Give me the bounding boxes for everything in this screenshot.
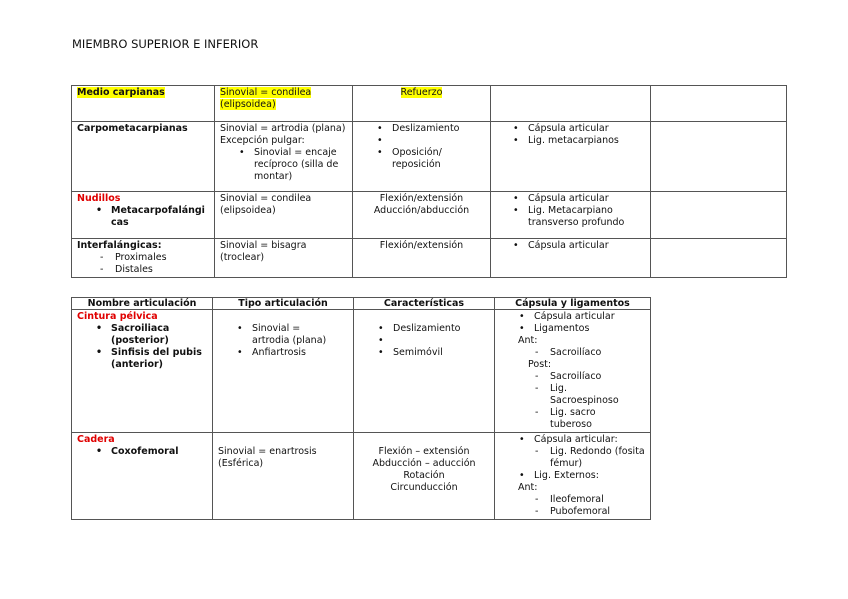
column-header: Nombre articulación <box>72 298 213 310</box>
list-item: • Lig. metacarpianos <box>508 135 645 147</box>
list-item: • Lig. Metacarpiano transverso profundo <box>508 205 645 229</box>
joint-type: Sinovial = enartrosis (Esférica) <box>218 446 317 469</box>
table-row <box>72 433 651 520</box>
cell <box>491 239 651 278</box>
joint-type: Sinovial = condilea (elipsoidea) <box>220 87 312 110</box>
cell <box>651 86 787 122</box>
list-item: • Anfiartrosis <box>232 347 328 359</box>
cell <box>213 433 354 520</box>
cell <box>215 239 353 278</box>
cell <box>353 86 491 122</box>
list-item: - Pubofemoral <box>532 506 645 518</box>
list-item: • Cápsula articular <box>508 123 645 135</box>
cell <box>72 86 215 122</box>
movement: Flexión – extensión <box>378 446 470 457</box>
movements: Flexión/extensión Aducción/abducción <box>373 193 470 216</box>
joint-type: Sinovial = condilea (elipsoidea) <box>220 193 312 216</box>
cell <box>72 192 215 239</box>
group-title: Nudillos <box>77 193 121 204</box>
cell <box>354 433 495 520</box>
list-item: • Cápsula articular: <box>514 434 645 446</box>
exception-label: Excepción pulgar: <box>220 135 305 146</box>
cell <box>353 192 491 239</box>
upper-limb-joints-table <box>71 85 787 278</box>
cell <box>353 239 491 278</box>
anterior-label: Ant: <box>518 482 538 493</box>
group-title: Cintura pélvica <box>77 311 158 322</box>
cell <box>651 192 787 239</box>
anterior-label: Ant: <box>518 335 538 346</box>
spacer <box>218 434 348 446</box>
movement: Abducción – aducción <box>372 458 476 469</box>
cell <box>215 122 353 192</box>
table-row <box>72 239 787 278</box>
list-item: - Distales <box>97 264 209 276</box>
spacer <box>359 434 489 446</box>
movement: Rotación <box>403 470 445 481</box>
list-item: - Sacroilíaco <box>532 347 645 359</box>
list-item: • Cápsula articular <box>508 240 645 252</box>
cell <box>491 122 651 192</box>
column-header: Cápsula y ligamentos <box>495 298 651 310</box>
cell <box>72 122 215 192</box>
spacer <box>359 311 489 323</box>
cell <box>491 86 651 122</box>
movement: Circunducción <box>390 482 458 493</box>
cell <box>495 310 651 433</box>
table-header-row <box>72 298 651 310</box>
list-item: • Ligamentos <box>514 323 645 335</box>
list-item: • Deslizamiento <box>372 123 485 135</box>
cell <box>651 239 787 278</box>
list-item: - Lig. Sacroespinoso <box>532 383 637 407</box>
list-item: • Coxofemoral <box>91 446 207 458</box>
spacer <box>373 335 489 347</box>
table-row <box>72 192 787 239</box>
posterior-label: Post: <box>528 359 552 370</box>
list-item: - Ileofemoral <box>532 494 645 506</box>
joint-type: Sinovial = artrodia (plana) <box>220 123 346 134</box>
group-title: Interfalángicas: <box>77 240 162 251</box>
cell <box>495 433 651 520</box>
cell <box>353 122 491 192</box>
joint-type: Sinovial = bisagra (troclear) <box>220 240 307 263</box>
list-item: • Sacroiliaca (posterior) <box>91 323 207 347</box>
cell <box>72 433 213 520</box>
list-item: • Sinovial = encaje recíproco (silla de montar) <box>234 147 347 183</box>
list-item: • Semimóvil <box>373 347 489 359</box>
table-row <box>72 122 787 192</box>
cell <box>72 239 215 278</box>
table-row <box>72 86 787 122</box>
cell <box>215 192 353 239</box>
cell <box>651 122 787 192</box>
list-item: - Proximales <box>97 252 209 264</box>
cell <box>354 310 495 433</box>
list-item: - Sacroilíaco <box>532 371 637 383</box>
spacer <box>372 135 485 147</box>
cell <box>491 192 651 239</box>
list-item: • Metacarpofalángicas <box>91 205 209 229</box>
list-item: • Oposición/ reposición <box>372 147 485 171</box>
list-item: • Lig. Externos: <box>514 470 645 482</box>
column-header: Tipo articulación <box>213 298 354 310</box>
cell <box>72 310 213 433</box>
cell <box>213 310 354 433</box>
list-item: • Cápsula articular <box>514 311 645 323</box>
list-item: • Deslizamiento <box>373 323 489 335</box>
movements: Flexión/extensión <box>379 240 464 251</box>
document-title: MIEMBRO SUPERIOR E INFERIOR <box>72 37 259 51</box>
list-item: - Lig. sacro tuberoso <box>532 407 637 431</box>
joint-name: Medio carpianas <box>77 87 165 98</box>
cell <box>215 86 353 122</box>
reinforcement-label: Refuerzo <box>400 87 443 98</box>
lower-limb-joints-table <box>71 297 651 520</box>
table-row <box>72 310 651 433</box>
list-item: • Sinovial = artrodia (plana) <box>232 323 328 347</box>
list-item: • Cápsula articular <box>508 193 645 205</box>
joint-name: Carpometacarpianas <box>77 123 188 134</box>
spacer <box>218 311 348 323</box>
column-header: Características <box>354 298 495 310</box>
list-item: - Lig. Redondo (fosita fémur) <box>532 446 645 470</box>
group-title: Cadera <box>77 434 115 445</box>
list-item: • Sinfisis del pubis (anterior) <box>91 347 207 371</box>
